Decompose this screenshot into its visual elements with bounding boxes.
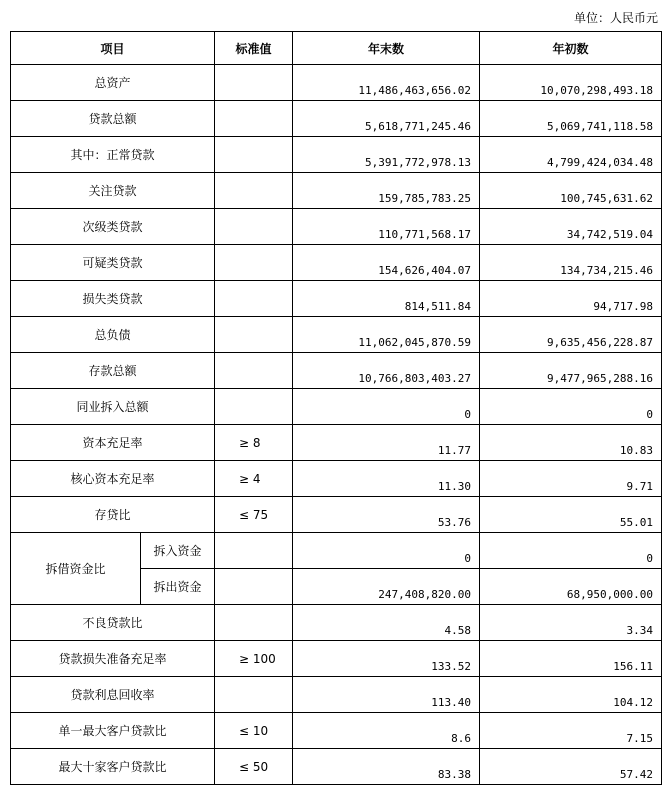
table-row: [11, 425, 662, 461]
table-header-row: [11, 32, 662, 65]
standard-value: ≤ 75: [215, 497, 293, 533]
table-row: [11, 533, 662, 569]
table-row: [11, 605, 662, 641]
item-label: 不良贷款比: [11, 605, 215, 641]
header-year-begin: 年初数: [480, 32, 662, 65]
year-end-value: 4.58: [293, 605, 480, 641]
standard-value: [215, 65, 293, 101]
year-begin-value: 156.11: [480, 641, 662, 677]
year-end-value: 0: [293, 389, 480, 425]
year-begin-value: 94,717.98: [480, 281, 662, 317]
table-row: [11, 65, 662, 101]
item-label: 贷款利息回收率: [11, 677, 215, 713]
year-begin-value: 0: [480, 389, 662, 425]
year-end-value: 0: [293, 533, 480, 569]
year-begin-value: 100,745,631.62: [480, 173, 662, 209]
standard-value: ≥ 8: [215, 425, 293, 461]
year-begin-value: 57.42: [480, 749, 662, 785]
standard-value: [215, 317, 293, 353]
year-begin-value: 55.01: [480, 497, 662, 533]
header-year-end: 年末数: [293, 32, 480, 65]
standard-value: [215, 389, 293, 425]
unit-label: 单位：人民币元: [573, 11, 658, 25]
item-label: 总负债: [11, 317, 215, 353]
item-label: 核心资本充足率: [11, 461, 215, 497]
year-end-value: 110,771,568.17: [293, 209, 480, 245]
table-row: [11, 677, 662, 713]
item-label: 同业拆入总额: [11, 389, 215, 425]
standard-value: [215, 533, 293, 569]
year-begin-value: 9,477,965,288.16: [480, 353, 662, 389]
year-begin-value: 10.83: [480, 425, 662, 461]
table-row: [11, 461, 662, 497]
item-label: 存贷比: [11, 497, 215, 533]
item-label: 次级类贷款: [11, 209, 215, 245]
year-end-value: 11.77: [293, 425, 480, 461]
year-begin-value: 10,070,298,493.18: [480, 65, 662, 101]
lending-sub-label: 拆入资金: [141, 533, 215, 569]
standard-value: ≤ 50: [215, 749, 293, 785]
table-row: [11, 173, 662, 209]
standard-value: [215, 353, 293, 389]
standard-value: [215, 245, 293, 281]
standard-value: [215, 173, 293, 209]
standard-value: [215, 677, 293, 713]
table-row: [11, 209, 662, 245]
year-end-value: 5,618,771,245.46: [293, 101, 480, 137]
item-label: 资本充足率: [11, 425, 215, 461]
year-begin-value: 9,635,456,228.87: [480, 317, 662, 353]
standard-value: [215, 137, 293, 173]
item-label: 存款总额: [11, 353, 215, 389]
year-begin-value: 9.71: [480, 461, 662, 497]
table-row: [11, 749, 662, 785]
financial-indicators-table: [10, 31, 662, 785]
table-row: [11, 101, 662, 137]
standard-value: ≥ 4: [215, 461, 293, 497]
year-begin-value: 0: [480, 533, 662, 569]
standard-value: [215, 281, 293, 317]
standard-value: ≥ 100: [215, 641, 293, 677]
year-begin-value: 34,742,519.04: [480, 209, 662, 245]
year-end-value: 53.76: [293, 497, 480, 533]
year-end-value: 83.38: [293, 749, 480, 785]
year-end-value: 154,626,404.07: [293, 245, 480, 281]
year-end-value: 133.52: [293, 641, 480, 677]
item-label: 总资产: [11, 65, 215, 101]
year-end-value: 113.40: [293, 677, 480, 713]
year-end-value: 5,391,772,978.13: [293, 137, 480, 173]
header-item: 项目: [11, 32, 215, 65]
table-row: [11, 353, 662, 389]
item-label: 其中：正常贷款: [11, 137, 215, 173]
year-begin-value: 5,069,741,118.58: [480, 101, 662, 137]
year-begin-value: 7.15: [480, 713, 662, 749]
table-row: [11, 317, 662, 353]
lending-ratio-label: 拆借资金比: [11, 533, 141, 605]
year-end-value: 247,408,820.00: [293, 569, 480, 605]
item-label: 贷款损失准备充足率: [11, 641, 215, 677]
year-begin-value: 104.12: [480, 677, 662, 713]
table-row: [11, 497, 662, 533]
year-end-value: 159,785,783.25: [293, 173, 480, 209]
item-label: 损失类贷款: [11, 281, 215, 317]
year-begin-value: 134,734,215.46: [480, 245, 662, 281]
standard-value: [215, 101, 293, 137]
standard-value: [215, 569, 293, 605]
lending-sub-label: 拆出资金: [141, 569, 215, 605]
item-label: 关注贷款: [11, 173, 215, 209]
standard-value: [215, 209, 293, 245]
table-row: [11, 641, 662, 677]
year-end-value: 11,062,045,870.59: [293, 317, 480, 353]
header-standard: 标准值: [215, 32, 293, 65]
year-begin-value: 4,799,424,034.48: [480, 137, 662, 173]
table-row: [11, 137, 662, 173]
year-end-value: 10,766,803,403.27: [293, 353, 480, 389]
item-label: 单一最大客户贷款比: [11, 713, 215, 749]
standard-value: ≤ 10: [215, 713, 293, 749]
item-label: 贷款总额: [11, 101, 215, 137]
table-row: [11, 281, 662, 317]
table-row: [11, 245, 662, 281]
standard-value: [215, 605, 293, 641]
year-begin-value: 68,950,000.00: [480, 569, 662, 605]
year-end-value: 814,511.84: [293, 281, 480, 317]
table-row: [11, 389, 662, 425]
year-end-value: 8.6: [293, 713, 480, 749]
year-end-value: 11,486,463,656.02: [293, 65, 480, 101]
item-label: 最大十家客户贷款比: [11, 749, 215, 785]
year-end-value: 11.30: [293, 461, 480, 497]
item-label: 可疑类贷款: [11, 245, 215, 281]
year-begin-value: 3.34: [480, 605, 662, 641]
